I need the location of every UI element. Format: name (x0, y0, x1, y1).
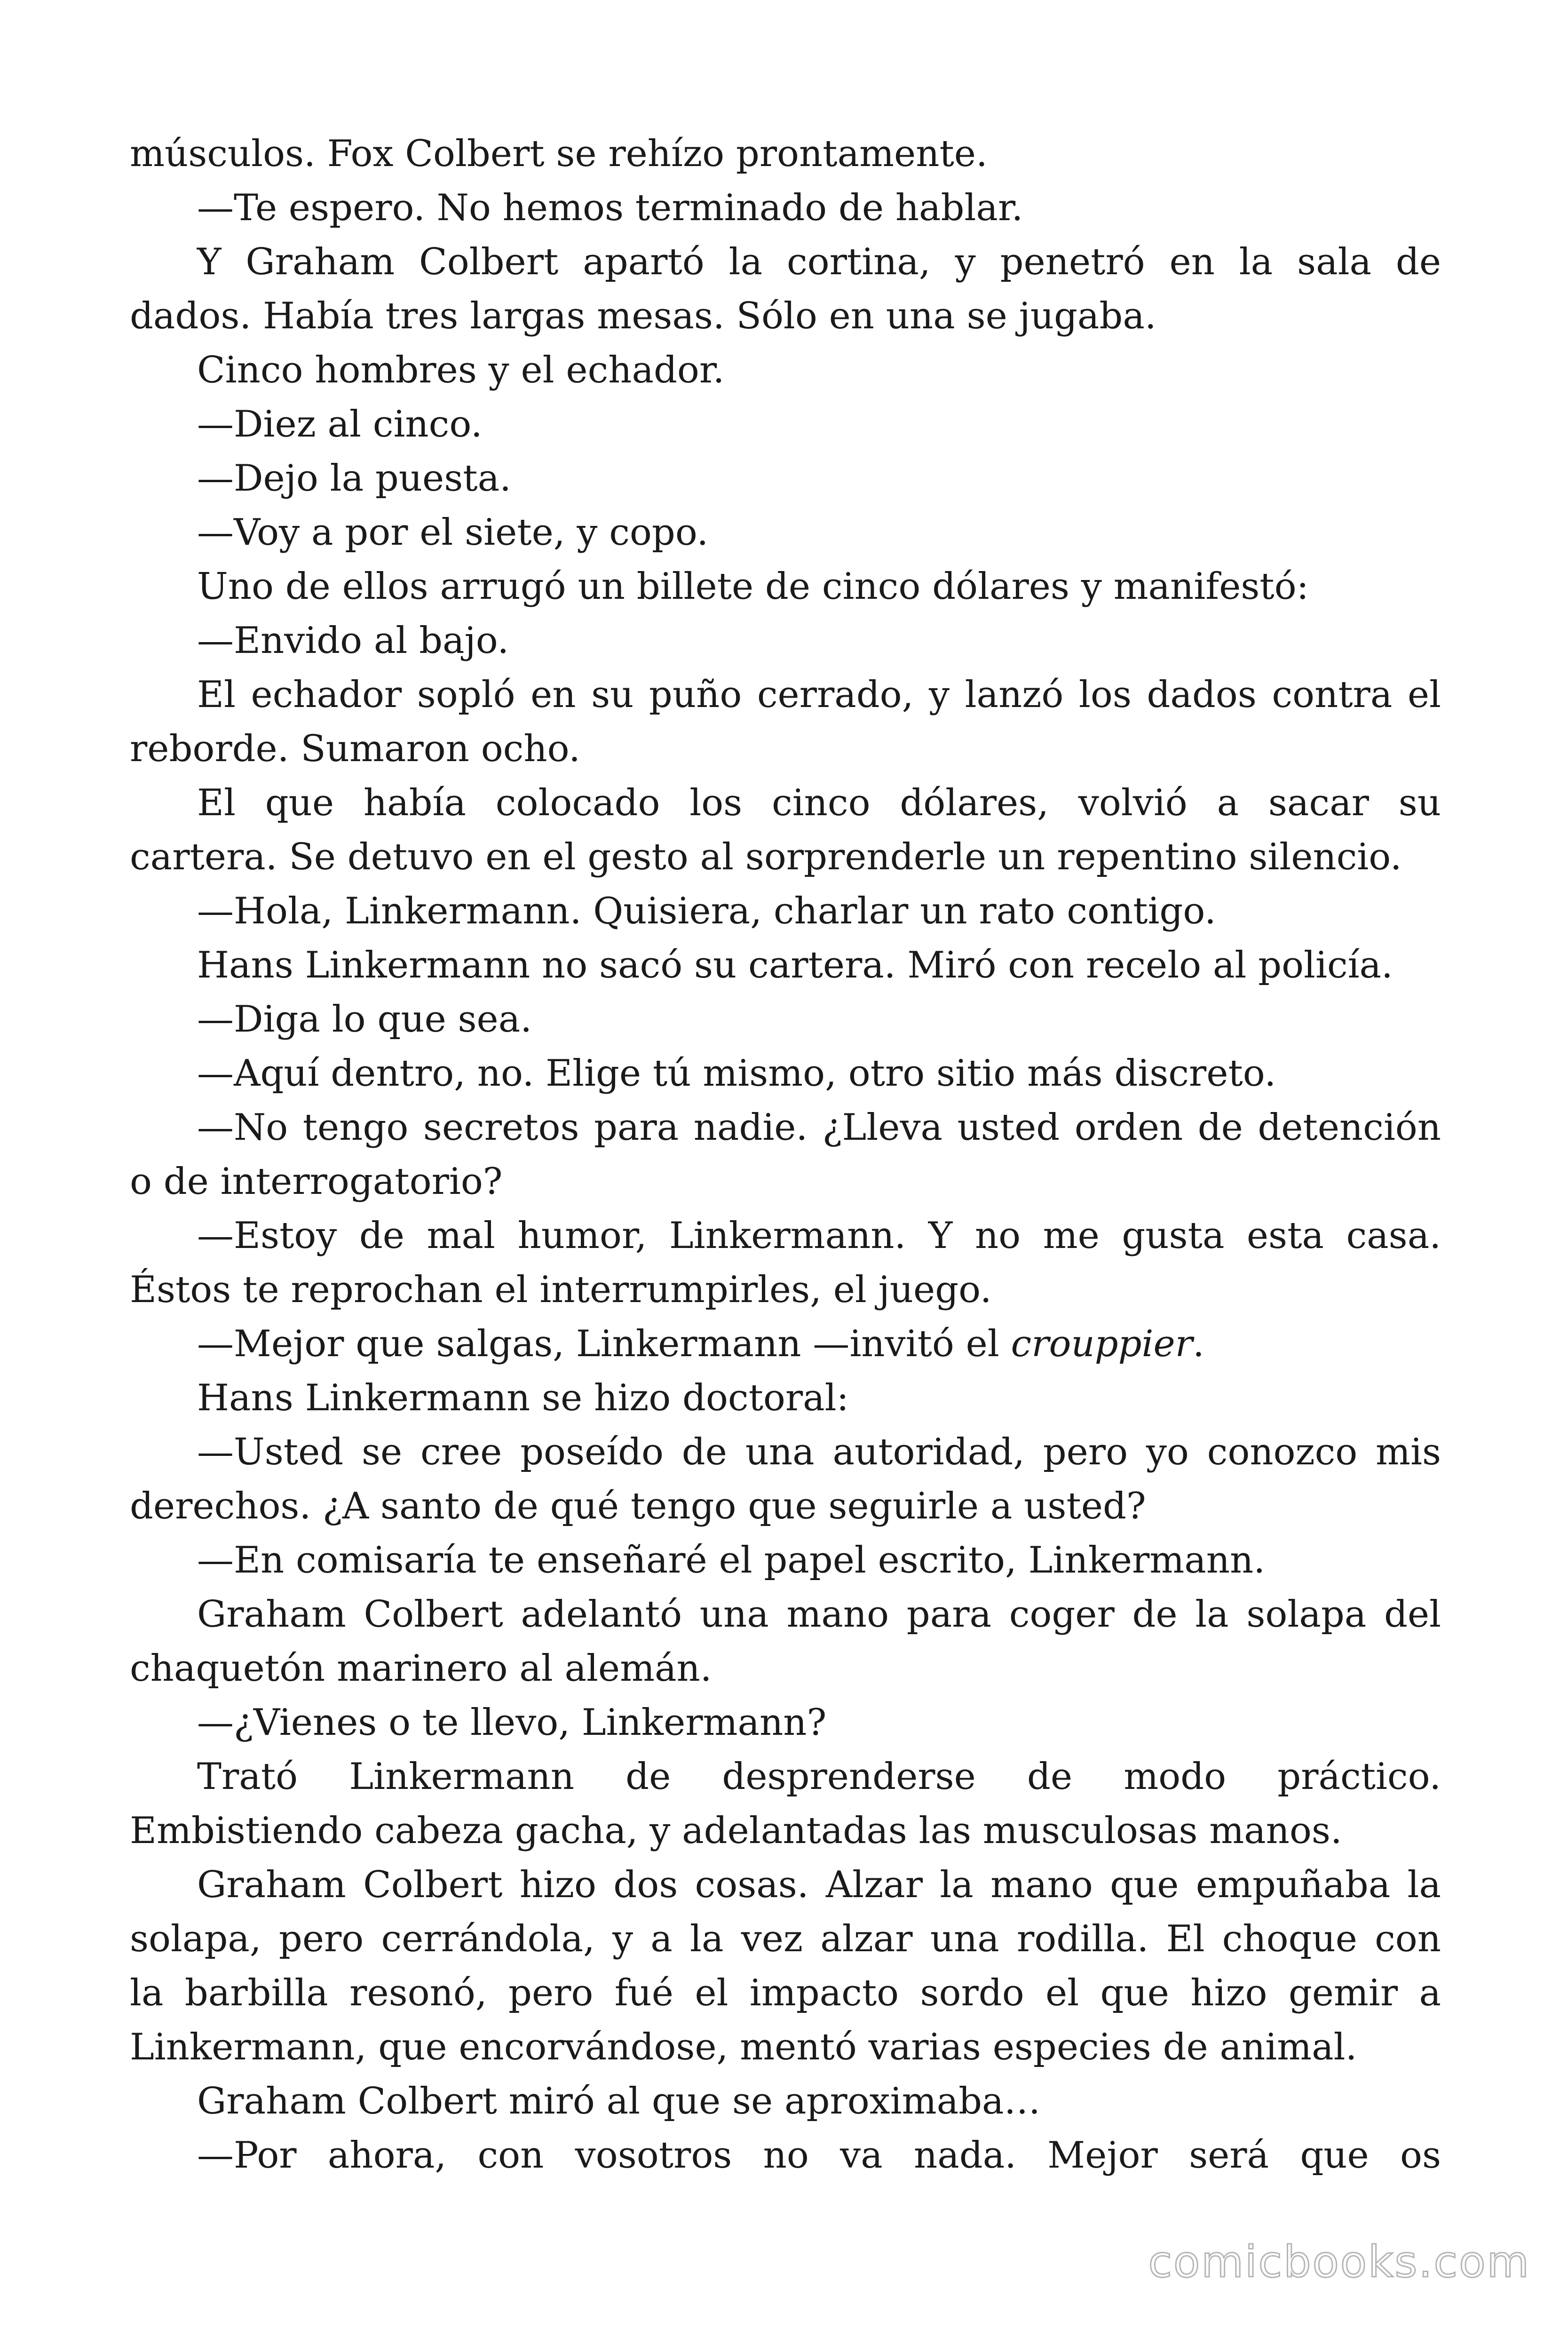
watermark: comicbooks.com (1148, 2237, 1530, 2287)
line-text: Graham Colbert adelantó una mano para coger de la solapa del (197, 1593, 1441, 1636)
line-text: —Diga lo que sea. (197, 998, 532, 1041)
line-text: El que había colocado los cinco dólares, volvió a sacar su (197, 782, 1441, 824)
text-line (130, 560, 1441, 614)
text-line (130, 397, 1441, 452)
line-text: El echador sopló en su puño cerrado, y lanzó los dados contra el (197, 674, 1441, 716)
text-line (130, 993, 1441, 1047)
line-text: —Por ahora, con vosotros no va nada. Mejor será que os (197, 2134, 1441, 2177)
text-line (130, 1804, 1441, 1858)
line-text: Linkermann, que encorvándose, mentó varias especies de animal. (130, 2026, 1357, 2068)
line-text: —¿Vienes o te llevo, Linkermann? (197, 1701, 827, 1744)
text-line (130, 1101, 1441, 1155)
text-line (130, 1642, 1441, 1696)
text-line (130, 2129, 1441, 2183)
line-text: —Envido al bajo. (197, 620, 509, 662)
line-text: Éstos te reprochan el interrumpirles, el juego. (130, 1269, 992, 1311)
line-text: chaquetón marinero al alemán. (130, 1647, 712, 1690)
line-text: solapa, pero cerrándola, y a la vez alzar una rodilla. El choque con (130, 1918, 1441, 1960)
line-text: reborde. Sumaron ocho. (130, 728, 580, 770)
text-line (130, 776, 1441, 830)
text-line (130, 830, 1441, 884)
text-line (130, 1750, 1441, 1804)
text-line (130, 506, 1441, 560)
line-text: —Te espero. No hemos terminado de hablar. (197, 187, 1023, 229)
text-line (130, 1425, 1441, 1479)
text-line (130, 1696, 1441, 1750)
text-line (130, 1317, 1441, 1371)
text-line (130, 1966, 1441, 2020)
text-line (130, 1263, 1441, 1317)
line-text: Graham Colbert hizo dos cosas. Alzar la mano que empuñaba la (197, 1864, 1441, 1906)
line-text: Embistiendo cabeza gacha, y adelantadas las musculosas manos. (130, 1810, 1342, 1852)
line-text: —Dejo la puesta. (197, 457, 511, 500)
text-line (130, 1912, 1441, 1966)
text-line (130, 884, 1441, 938)
text-line (130, 1371, 1441, 1425)
line-text: —Usted se cree poseído de una autoridad, pero yo conozco mis (197, 1431, 1441, 1473)
text-line (130, 1588, 1441, 1642)
line-text-end: . (1192, 1323, 1204, 1365)
line-text: o de interrogatorio? (130, 1160, 503, 1203)
line-text: músculos. Fox Colbert se rehízo prontamente. (130, 133, 988, 175)
line-text: Graham Colbert miró al que se aproximaba… (197, 2080, 1041, 2122)
page-body (130, 127, 1441, 2183)
line-text: —No tengo secretos para nadie. ¿Lleva usted orden de detención (197, 1106, 1441, 1149)
line-text: Uno de ellos arrugó un billete de cinco dólares y manifestó: (197, 565, 1309, 608)
line-text: Cinco hombres y el echador. (197, 349, 725, 391)
line-text: Y Graham Colbert apartó la cortina, y penetró en la sala de (197, 241, 1441, 283)
line-text: cartera. Se detuvo en el gesto al sorprenderle un repentino silencio. (130, 836, 1402, 878)
text-line (130, 181, 1441, 235)
line-text: —Mejor que salgas, Linkermann —invitó el (197, 1323, 1011, 1365)
line-text: —Estoy de mal humor, Linkermann. Y no me gusta esta casa. (197, 1215, 1441, 1257)
line-text: dados. Había tres largas mesas. Sólo en una se jugaba. (130, 295, 1156, 337)
line-text: —Voy a por el siete, y copo. (197, 511, 709, 554)
text-line (130, 614, 1441, 668)
text-line (130, 343, 1441, 397)
line-text: Hans Linkermann no sacó su cartera. Miró con recelo al policía. (197, 944, 1393, 986)
text-line (130, 1858, 1441, 1912)
line-text: Trató Linkermann de desprenderse de modo práctico. (197, 1756, 1441, 1798)
line-text: —Diez al cinco. (197, 403, 483, 445)
italic-word: crouppier (1011, 1323, 1193, 1365)
text-line (130, 1155, 1441, 1209)
text-line (130, 452, 1441, 506)
text-line (130, 289, 1441, 343)
line-text: derechos. ¿A santo de qué tengo que seguirle a usted? (130, 1485, 1146, 1527)
line-text: la barbilla resonó, pero fué el impacto sordo el que hizo gemir a (130, 1972, 1441, 2014)
text-line (130, 1479, 1441, 1534)
text-line (130, 1209, 1441, 1263)
line-text: —En comisaría te enseñaré el papel escrito, Linkermann. (197, 1539, 1266, 1581)
text-line (130, 938, 1441, 993)
text-line (130, 235, 1441, 289)
line-text: —Aquí dentro, no. Elige tú mismo, otro sitio más discreto. (197, 1052, 1276, 1095)
text-line (130, 2020, 1441, 2074)
text-line (130, 1047, 1441, 1101)
line-text: —Hola, Linkermann. Quisiera, charlar un rato contigo. (197, 890, 1216, 932)
text-line (130, 668, 1441, 722)
line-text: Hans Linkermann se hizo doctoral: (197, 1377, 849, 1419)
text-line (130, 127, 1441, 181)
text-line (130, 2074, 1441, 2129)
text-line (130, 1534, 1441, 1588)
text-line (130, 722, 1441, 776)
